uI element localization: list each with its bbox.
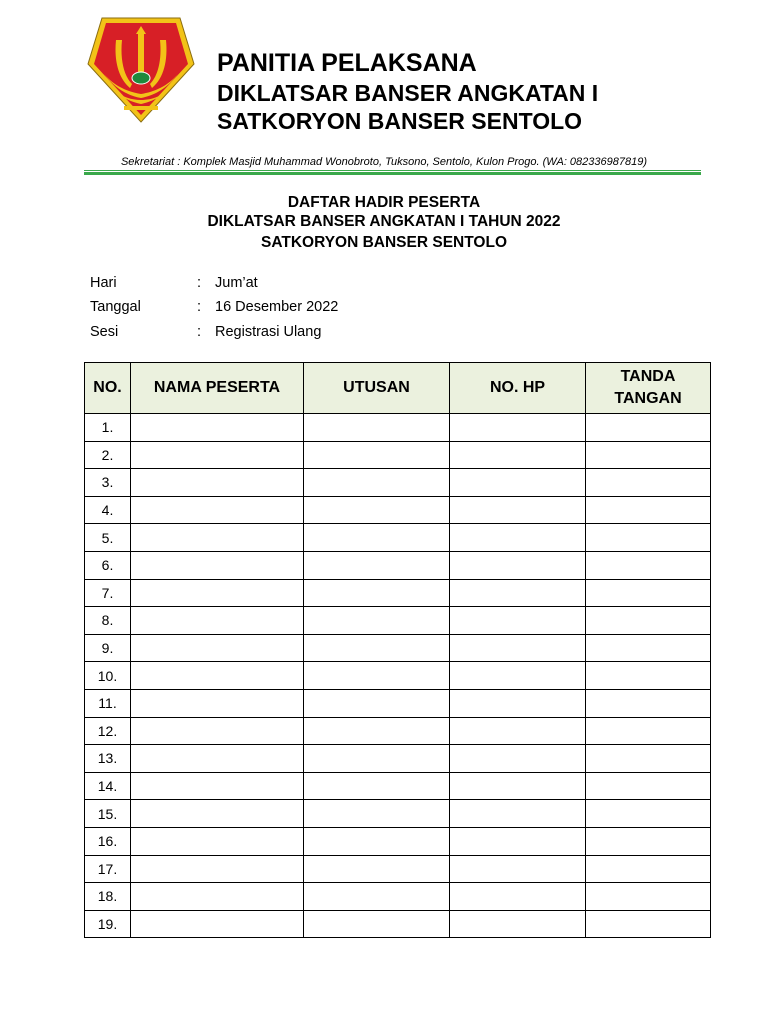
table-row: [85, 551, 711, 579]
phone-cell[interactable]: [450, 607, 586, 635]
name-cell[interactable]: [131, 883, 304, 911]
name-cell[interactable]: [131, 910, 304, 938]
column-header-name: NAMA PESERTA: [131, 363, 304, 414]
signature-cell[interactable]: [586, 800, 711, 828]
row-number: 19.: [85, 910, 131, 938]
delegation-cell[interactable]: [304, 910, 450, 938]
doc-unit: SATKORYON BANSER SENTOLO: [260, 234, 507, 251]
phone-cell[interactable]: [450, 800, 586, 828]
delegation-cell[interactable]: [304, 717, 450, 745]
table-row: [85, 414, 711, 442]
signature-cell[interactable]: [586, 524, 711, 552]
info-separator: :: [197, 275, 202, 291]
name-cell[interactable]: [131, 579, 304, 607]
delegation-cell[interactable]: [304, 441, 450, 469]
phone-cell[interactable]: [450, 469, 586, 497]
info-label: Tanggal: [90, 299, 141, 315]
table-row: [85, 579, 711, 607]
name-cell[interactable]: [131, 800, 304, 828]
delegation-cell[interactable]: [304, 469, 450, 497]
delegation-cell[interactable]: [304, 579, 450, 607]
info-label: Hari: [90, 275, 117, 291]
column-header-no: NO.: [85, 363, 131, 414]
delegation-cell[interactable]: [304, 524, 450, 552]
delegation-cell[interactable]: [304, 745, 450, 773]
phone-cell[interactable]: [450, 662, 586, 690]
signature-cell[interactable]: [586, 634, 711, 662]
table-row: [85, 496, 711, 524]
name-cell[interactable]: [131, 689, 304, 717]
phone-cell[interactable]: [450, 579, 586, 607]
name-cell[interactable]: [131, 855, 304, 883]
table-row: [85, 855, 711, 883]
delegation-cell[interactable]: [304, 827, 450, 855]
phone-cell[interactable]: [450, 441, 586, 469]
signature-cell[interactable]: [586, 579, 711, 607]
delegation-cell[interactable]: [304, 551, 450, 579]
signature-cell[interactable]: [586, 551, 711, 579]
phone-cell[interactable]: [450, 910, 586, 938]
header-subtitle: DIKLATSAR BANSER ANGKATAN I: [217, 80, 599, 106]
table-row: [85, 883, 711, 911]
name-cell[interactable]: [131, 772, 304, 800]
doc-title: DAFTAR HADIR PESERTA: [287, 194, 481, 211]
table-row: [85, 910, 711, 938]
delegation-cell[interactable]: [304, 883, 450, 911]
secretariat-address: Sekretariat : Komplek Masjid Muhammad Wonobroto, Tuksono, Sentolo, Kulon Progo. (WA: 082336987819): [120, 156, 648, 168]
phone-cell[interactable]: [450, 827, 586, 855]
row-number: 7.: [85, 579, 131, 607]
table-row: [85, 689, 711, 717]
signature-cell[interactable]: [586, 745, 711, 773]
phone-cell[interactable]: [450, 717, 586, 745]
delegation-cell[interactable]: [304, 414, 450, 442]
signature-cell[interactable]: [586, 414, 711, 442]
attendance-table: [84, 362, 711, 938]
table-row: [85, 717, 711, 745]
column-header-signature: TANDA TANGAN: [586, 363, 711, 414]
table-row: [85, 827, 711, 855]
signature-cell[interactable]: [586, 662, 711, 690]
signature-cell[interactable]: [586, 689, 711, 717]
name-cell[interactable]: [131, 496, 304, 524]
row-number: 6.: [85, 551, 131, 579]
phone-cell[interactable]: [450, 496, 586, 524]
phone-cell[interactable]: [450, 524, 586, 552]
row-number: 18.: [85, 883, 131, 911]
row-number: 1.: [85, 414, 131, 442]
table-row: [85, 772, 711, 800]
delegation-cell[interactable]: [304, 496, 450, 524]
row-number: 14.: [85, 772, 131, 800]
phone-cell[interactable]: [450, 414, 586, 442]
table-body: [85, 414, 711, 938]
delegation-cell[interactable]: [304, 662, 450, 690]
row-number: 9.: [85, 634, 131, 662]
name-cell[interactable]: [131, 745, 304, 773]
signature-cell[interactable]: [586, 469, 711, 497]
header-unit: SATKORYON BANSER SENTOLO: [217, 108, 583, 134]
table-row: [85, 607, 711, 635]
table-row: [85, 662, 711, 690]
table-row: [85, 524, 711, 552]
name-cell[interactable]: [131, 662, 304, 690]
row-number: 11.: [85, 689, 131, 717]
row-number: 3.: [85, 469, 131, 497]
row-number: 15.: [85, 800, 131, 828]
name-cell[interactable]: [131, 469, 304, 497]
header-divider-thick: [84, 172, 701, 175]
delegation-cell[interactable]: [304, 800, 450, 828]
name-cell[interactable]: [131, 441, 304, 469]
column-header-phone: NO. HP: [450, 363, 586, 414]
header-divider-thin: [84, 170, 701, 171]
name-cell[interactable]: [131, 717, 304, 745]
signature-cell[interactable]: [586, 827, 711, 855]
phone-cell[interactable]: [450, 855, 586, 883]
delegation-cell[interactable]: [304, 634, 450, 662]
signature-cell[interactable]: [586, 607, 711, 635]
name-cell[interactable]: [131, 551, 304, 579]
delegation-cell[interactable]: [304, 689, 450, 717]
signature-cell[interactable]: [586, 883, 711, 911]
table-row: [85, 745, 711, 773]
delegation-cell[interactable]: [304, 855, 450, 883]
row-number: 13.: [85, 745, 131, 773]
signature-cell[interactable]: [586, 772, 711, 800]
info-label: Sesi: [90, 324, 119, 340]
row-number: 12.: [85, 717, 131, 745]
delegation-cell[interactable]: [304, 607, 450, 635]
row-number: 16.: [85, 827, 131, 855]
row-number: 2.: [85, 441, 131, 469]
table-header-row: [85, 363, 711, 414]
logo-emblem: [84, 14, 198, 126]
row-number: 10.: [85, 662, 131, 690]
signature-cell[interactable]: [586, 910, 711, 938]
phone-cell[interactable]: [450, 772, 586, 800]
table-row: [85, 634, 711, 662]
row-number: 4.: [85, 496, 131, 524]
phone-cell[interactable]: [450, 883, 586, 911]
delegation-cell[interactable]: [304, 772, 450, 800]
row-number: 5.: [85, 524, 131, 552]
name-cell[interactable]: [131, 634, 304, 662]
table-row: [85, 469, 711, 497]
phone-cell[interactable]: [450, 551, 586, 579]
info-separator: :: [197, 299, 202, 315]
signature-cell[interactable]: [586, 855, 711, 883]
info-value: Jum’at: [215, 275, 258, 291]
name-cell[interactable]: [131, 827, 304, 855]
row-number: 17.: [85, 855, 131, 883]
name-cell[interactable]: [131, 524, 304, 552]
doc-subtitle: DIKLATSAR BANSER ANGKATAN I TAHUN 2022: [207, 213, 561, 230]
phone-cell[interactable]: [450, 689, 586, 717]
phone-cell[interactable]: [450, 745, 586, 773]
column-header-delegation: UTUSAN: [304, 363, 450, 414]
signature-cell[interactable]: [586, 441, 711, 469]
info-value: 16 Desember 2022: [215, 299, 339, 315]
table-row: [85, 800, 711, 828]
name-cell[interactable]: [131, 607, 304, 635]
row-number: 8.: [85, 607, 131, 635]
signature-cell[interactable]: [586, 717, 711, 745]
name-cell[interactable]: [131, 414, 304, 442]
signature-cell[interactable]: [586, 496, 711, 524]
header-title: PANITIA PELAKSANA: [217, 49, 477, 77]
phone-cell[interactable]: [450, 634, 586, 662]
table-row: [85, 441, 711, 469]
info-separator: :: [197, 324, 202, 340]
info-value: Registrasi Ulang: [215, 324, 322, 340]
